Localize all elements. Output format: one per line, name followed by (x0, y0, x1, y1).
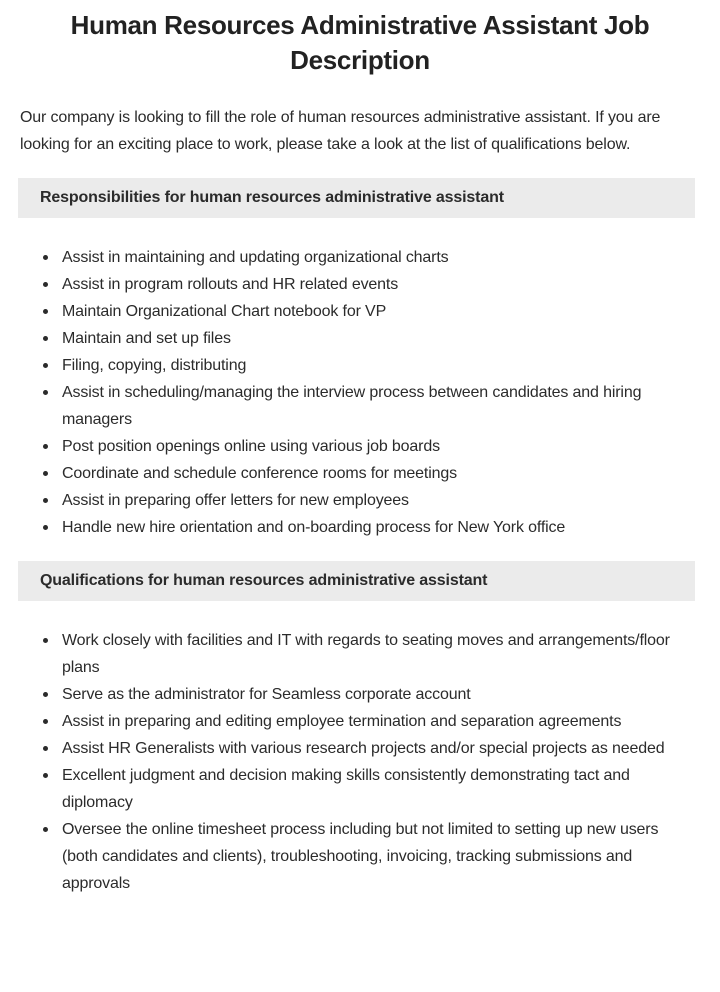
qualifications-heading: Qualifications for human resources administrative assistant (18, 561, 695, 601)
list-item: Post position openings online using various job boards (62, 433, 692, 460)
responsibilities-list (0, 244, 692, 541)
intro-paragraph: Our company is looking to fill the role of human resources administrative assistant. If you are looking for an exciting place to work, please take a look at the list of qualifications below. (20, 109, 661, 153)
list-item: Maintain and set up files (62, 325, 692, 352)
qualifications-list (0, 627, 692, 897)
section-qualifications (0, 561, 720, 897)
list-item: Handle new hire orientation and on-boarding process for New York office (62, 514, 692, 541)
list-item: Assist HR Generalists with various research projects and/or special projects as needed (62, 735, 692, 762)
list-item: Filing, copying, distributing (62, 352, 692, 379)
responsibilities-heading: Responsibilities for human resources administrative assistant (18, 178, 695, 218)
list-item: Serve as the administrator for Seamless corporate account (62, 681, 692, 708)
list-item: Excellent judgment and decision making skills consistently demonstrating tact and diplomacy (62, 762, 692, 816)
list-item: Work closely with facilities and IT with regards to seating moves and arrangements/floor plans (62, 627, 692, 681)
list-item: Assist in preparing and editing employee termination and separation agreements (62, 708, 692, 735)
list-item: Coordinate and schedule conference rooms for meetings (62, 460, 692, 487)
list-item: Assist in maintaining and updating organizational charts (62, 244, 692, 271)
list-item: Assist in scheduling/managing the interview process between candidates and hiring managers (62, 379, 692, 433)
section-responsibilities (0, 178, 720, 541)
list-item: Maintain Organizational Chart notebook for VP (62, 298, 692, 325)
list-item: Assist in program rollouts and HR related events (62, 271, 692, 298)
list-item: Oversee the online timesheet process including but not limited to setting up new users (both candidates and clients), troubleshooting, invoicing, tracking submissions and approvals (62, 816, 692, 897)
list-item: Assist in preparing offer letters for new employees (62, 487, 692, 514)
page-title: Human Resources Administrative Assistant Job Description (70, 10, 650, 75)
